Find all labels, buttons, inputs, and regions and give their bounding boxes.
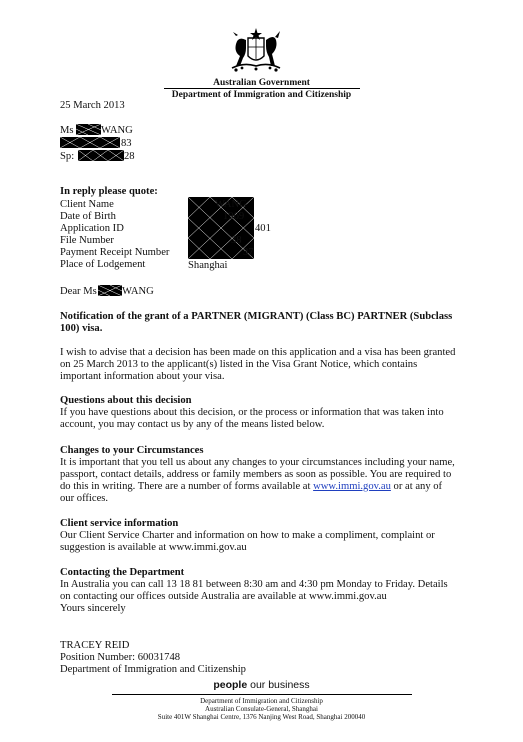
changes-line-4: our offices. — [60, 493, 109, 504]
contacting-line-1: In Australia you can call 13 18 81 between 8:30 am and 4:30 pm Monday to Friday. Details — [60, 579, 448, 590]
client-service-line-2: suggestion is available at www.immi.gov.au — [60, 542, 247, 553]
questions-heading: Questions about this decision — [60, 395, 192, 406]
reply-label-dob: Date of Birth — [60, 211, 116, 222]
footer-line-3: Suite 401W Shanghai Centre, 1376 Nanjing West Road, Shanghai 200040 — [157, 713, 366, 721]
recipient-address-fragment: 83 — [121, 138, 132, 149]
changes-line-2: passport, contact details, address or family members as soon as possible. You are required to — [60, 469, 452, 480]
client-service-heading: Client service information — [60, 518, 179, 529]
reply-value-receipt-number: 37 — [243, 247, 254, 258]
changes-line-1: It is important that you tell us about any changes to your circumstances including your name, — [60, 457, 455, 468]
changes-line-3-text: do this in writing. There are a number of forms available at — [60, 481, 311, 492]
client-service-line-1: Our Client Service Charter and information on how to make a compliment, complaint or — [60, 530, 435, 541]
immi-website-link[interactable]: www.immi.gov.au — [313, 481, 391, 492]
coat-of-arms-icon — [224, 26, 288, 76]
recipient-sp-fragment: 28 — [124, 151, 135, 162]
subject-line-1: Notification of the grant of a PARTNER (MIGRANT) (Class BC) PARTNER (Subclass — [60, 311, 453, 322]
questions-line-2: account, you may contact us by any of the means listed below. — [60, 419, 325, 430]
reply-value-lodgement: Shanghai — [188, 260, 228, 271]
changes-line-3 — [60, 481, 442, 494]
department-name: Department of Immigration and Citizenship — [171, 90, 352, 100]
reply-heading: In reply please quote: — [60, 186, 158, 197]
signatory-department: Department of Immigration and Citizenship — [60, 664, 246, 675]
salutation-surname: WANG — [122, 286, 154, 297]
intro-line-1: I wish to advise that a decision has been made on this application and a visa has been granted — [60, 347, 456, 358]
redaction-box — [98, 285, 122, 296]
reply-value-client-name: WANG — [215, 199, 247, 210]
reply-label-client-name: Client Name — [60, 199, 114, 210]
changes-heading: Changes to your Circumstances — [60, 445, 204, 456]
subject-line-2: 100) visa. — [60, 323, 103, 334]
recipient-sp-label: Sp: — [60, 151, 75, 162]
reply-label-file-number: File Number — [60, 235, 114, 246]
reply-value-dob: 1969 — [223, 211, 245, 222]
questions-line-1: If you have questions about this decision, or the process or information that was taken into — [60, 407, 444, 418]
reply-value-application-id: 401 — [255, 223, 271, 234]
reply-label-lodgement: Place of Lodgement — [60, 259, 146, 270]
reply-label-receipt-number: Payment Receipt Number — [60, 247, 170, 258]
redaction-box — [60, 137, 120, 148]
recipient-surname: WANG — [101, 125, 133, 136]
salutation-prefix: Dear Ms — [60, 286, 97, 297]
footer-divider — [112, 694, 412, 695]
footer-line-1: Department of Immigration and Citizenship — [200, 697, 323, 705]
tagline-rest: our business — [247, 679, 310, 691]
footer-line-2: Australian Consulate-General, Shanghai — [205, 705, 318, 713]
recipient-title: Ms — [60, 125, 74, 136]
contacting-line-2: on contacting our offices outside Australia are available at www.immi.gov.au — [60, 591, 387, 602]
tagline-bold: people — [213, 679, 248, 691]
changes-line-3-tail: or at any of — [393, 481, 443, 492]
intro-line-2: on 25 March 2013 to the applicant(s) listed in the Visa Grant Notice, which contains — [60, 359, 418, 370]
signatory-position: Position Number: 60031748 — [60, 652, 181, 663]
redaction-box — [78, 150, 124, 161]
reply-label-application-id: Application ID — [60, 223, 124, 234]
signatory-name: TRACEY REID — [60, 640, 130, 651]
letter-date: 25 March 2013 — [60, 100, 125, 111]
org-name: Australian Government — [213, 78, 310, 88]
reply-value-file-number: 38 — [231, 235, 242, 246]
contacting-heading: Contacting the Department — [60, 567, 185, 578]
tagline — [0, 679, 523, 691]
redaction-box — [76, 124, 101, 135]
closing: Yours sincerely — [60, 603, 126, 614]
intro-line-3: important information about your visa. — [60, 371, 225, 382]
